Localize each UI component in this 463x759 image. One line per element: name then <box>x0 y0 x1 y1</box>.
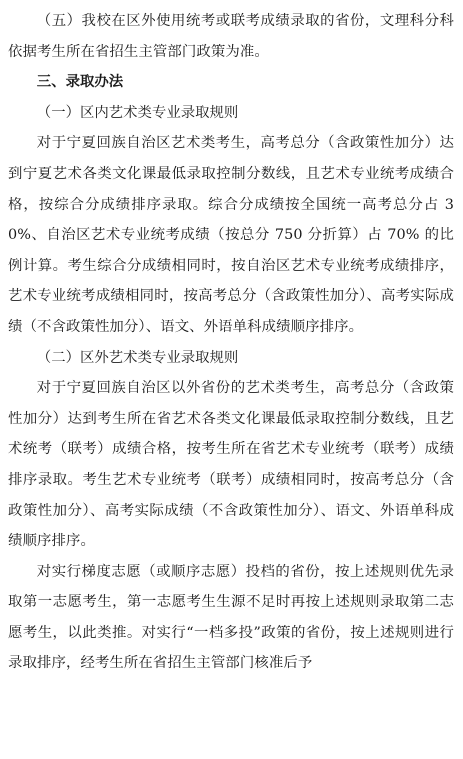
subsection-two-heading: （二）区外艺术类专业录取规则 <box>36 349 239 366</box>
tiered-volunteer-paragraph: 对实行梯度志愿（或顺序志愿）投档的省份，按上述规则优先录取第一志愿考生，第一志愿考生生源不足时再按上述规则录取第二志愿考生，以此类推。对实行“一档多投”政策的省份，按上述规则进行录取排序，经考生所在省招生主管部门核准后予 <box>8 563 454 672</box>
subsection-one-heading: （一）区内艺术类专业录取规则 <box>36 104 239 121</box>
subsection-two-body: 对于宁夏回族自治区以外省份的艺术类考生，高考总分（含政策性加分）达到考生所在省艺术各类文化课最低录取控制分数线，且艺术统考（联考）成绩合格，按考生所在省艺术专业统考（联考）成绩排序录取。考生艺术专业统考（联考）成绩相同时，按高考总分（含政策性加分）、高考实际成绩（不含政策性加分）、语文、外语单科成绩顺序排序。 <box>8 380 454 550</box>
section-three-heading: 三、录取办法 <box>36 74 124 91</box>
paragraph-five: （五）我校在区外使用统考或联考成绩录取的省份，文理科分科依据考生所在省招生主管部门政策为准。 <box>8 13 454 60</box>
subsection-one-body: 对于宁夏回族自治区艺术类考生，高考总分（含政策性加分）达到宁夏艺术各类文化课最低录取控制分数线，且艺术专业统考成绩合格，按综合分成绩排序录取。综合分成绩按全国统一高考总分占 30%、自治区艺术专业统考成绩（按总分 750 分折算）占 70% 的比例计算。考生综合分成绩相同时，按自治区艺术专业统考成绩排序，艺术专业统考成绩相同时，按高考总分（含政策性加分）、高考实际成绩（不含政策性加分）、语文、外语单科成绩顺序排序。 <box>8 135 454 335</box>
